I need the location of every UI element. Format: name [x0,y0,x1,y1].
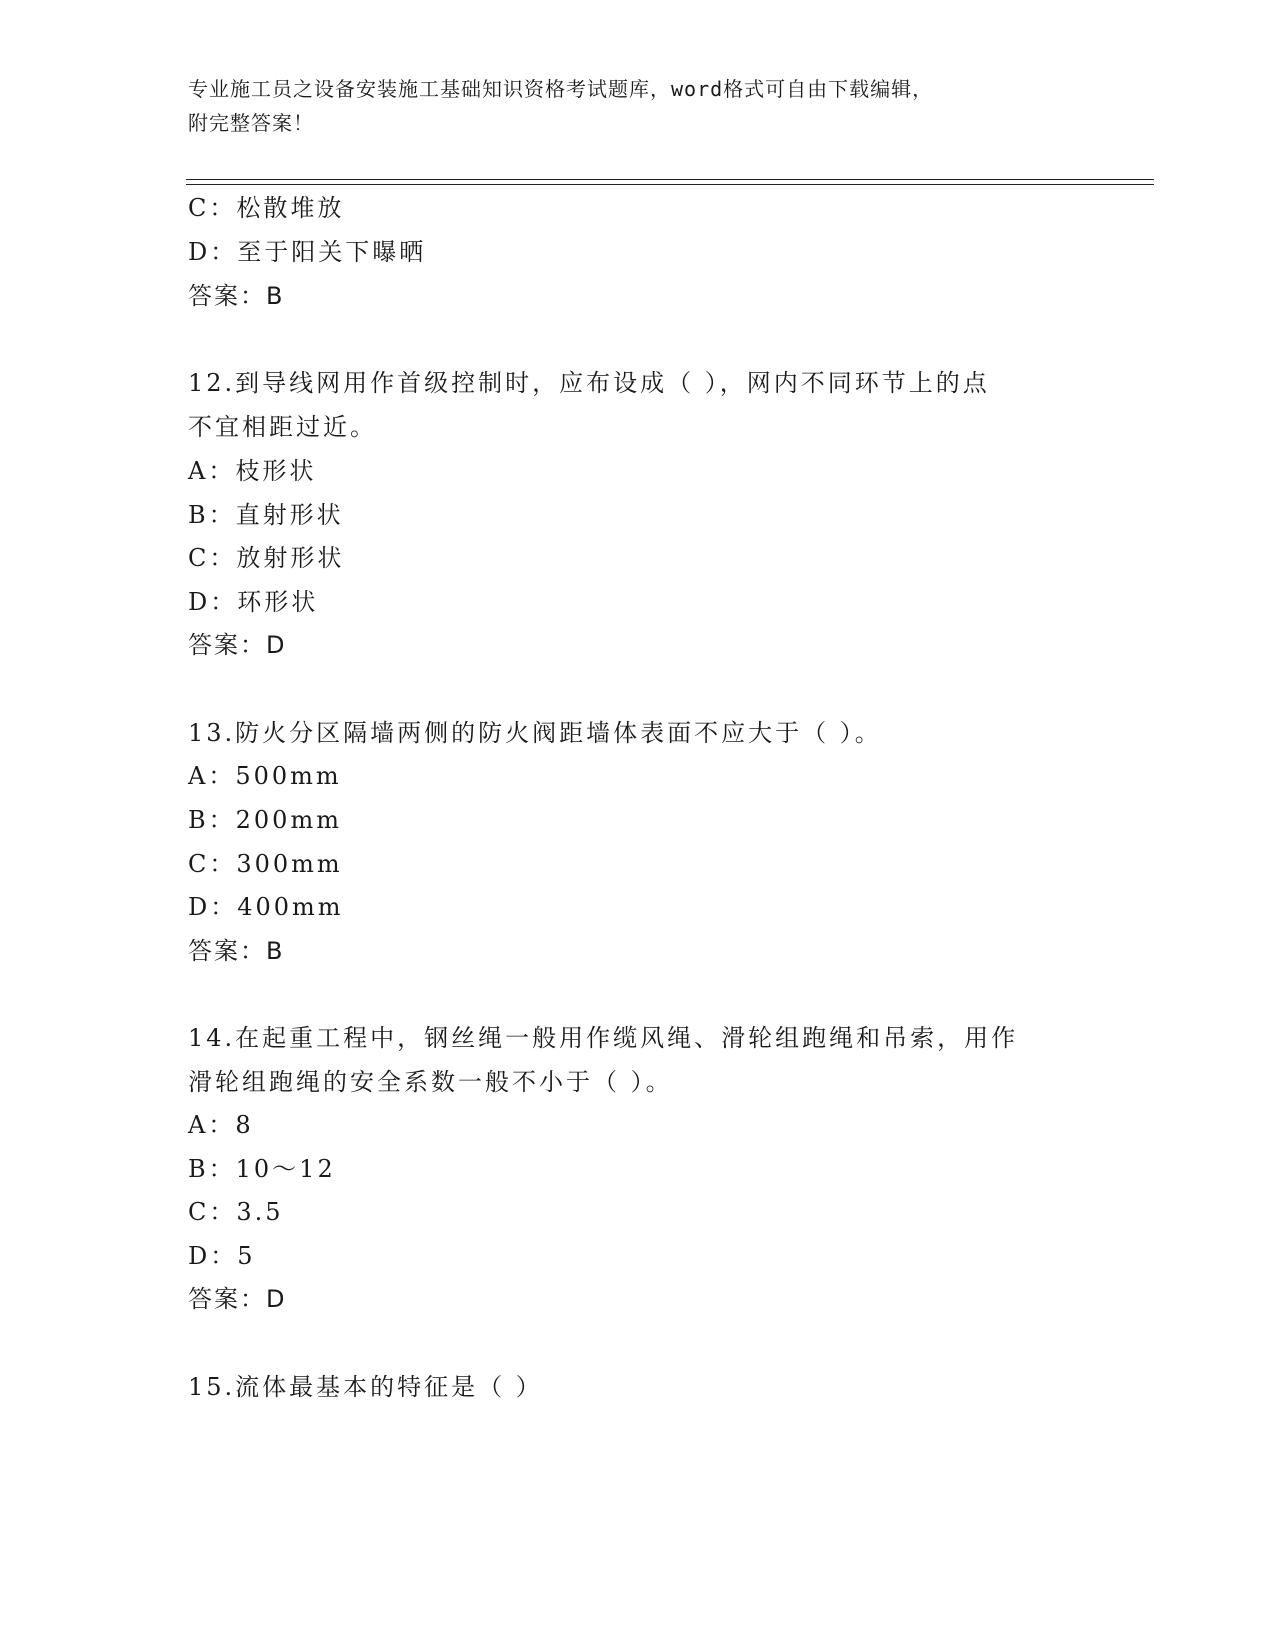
q12-option-b: B：直射形状 [188,501,344,529]
q12-option-a: A：枝形状 [188,457,317,485]
q14-option-a: A：8 [188,1111,254,1139]
q14-option-d: D：5 [188,1242,256,1270]
header-rule-bottom [186,184,1154,185]
header-title-line-2: 附完整答案！ [188,111,314,135]
header-rule-top [186,179,1154,180]
q12-stem-line-1: 12.到导线网用作首级控制时，应布设成（ ），网内不同环节上的点 [188,369,990,397]
q12-stem-line-2: 不宜相距过近。 [188,413,377,441]
document-header [188,72,1068,140]
q13-option-a: A：500mm [188,762,342,790]
q14-option-c: C：3.5 [188,1198,284,1226]
prev-answer: 答案：B [188,282,285,310]
q13-answer: 答案：B [188,937,285,965]
prev-option-d: D：至于阳关下曝晒 [188,238,427,266]
q15-stem-line-1: 15.流体最基本的特征是（ ） [188,1373,543,1401]
q13-option-c: C：300mm [188,850,343,878]
header-title-line-1: 专业施工员之设备安装施工基础知识资格考试题库，word格式可自由下载编辑， [188,77,934,101]
prev-option-c: C：松散堆放 [188,194,345,222]
q14-stem-line-1: 14.在起重工程中，钢丝绳一般用作缆风绳、滑轮组跑绳和吊索，用作 [188,1024,1019,1052]
q14-stem-line-2: 滑轮组跑绳的安全系数一般不小于（ ）。 [188,1068,673,1096]
q12-option-c: C：放射形状 [188,544,345,572]
q13-stem-line-1: 13.防火分区隔墙两侧的防火阀距墙体表面不应大于（ ）。 [188,719,882,747]
q13-option-d: D：400mm [188,893,344,921]
q14-option-b: B：10～12 [188,1155,336,1183]
q12-answer: 答案：D [188,631,287,659]
q14-answer: 答案：D [188,1285,287,1313]
q12-option-d: D：环形状 [188,588,319,616]
q13-option-b: B：200mm [188,806,342,834]
